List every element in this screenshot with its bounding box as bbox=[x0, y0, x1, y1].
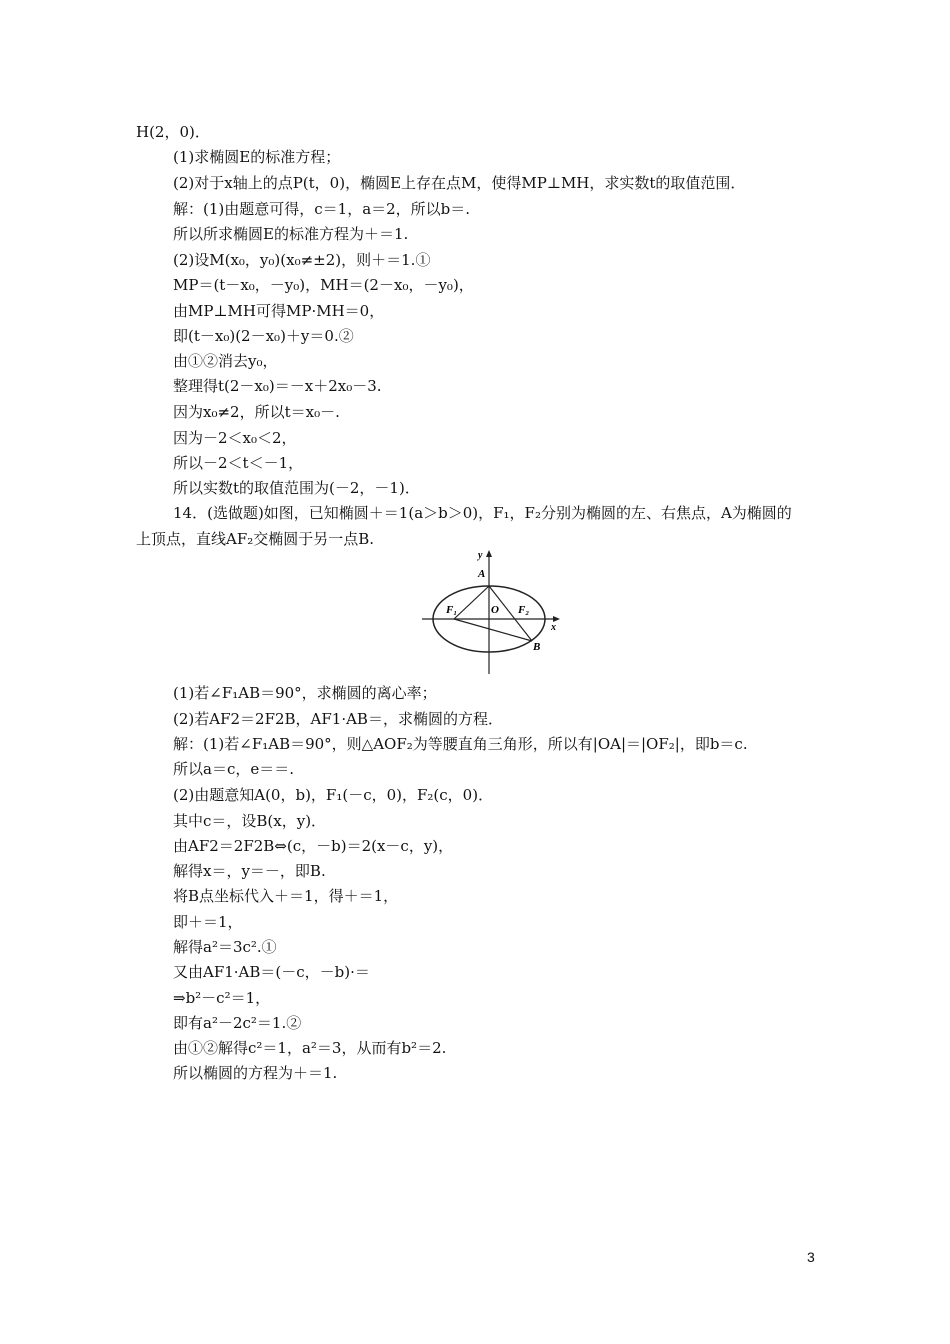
text-line: ⇒b²－c²＝1， bbox=[173, 989, 271, 1007]
ellipse-figure bbox=[420, 546, 570, 676]
text-line: 即(t－x₀)(2－x₀)＋y＝0.② bbox=[173, 327, 354, 345]
text-line: 由①②解得c²＝1，a²＝3，从而有b²＝2. bbox=[173, 1039, 447, 1057]
text-line: (2)设M(x₀，y₀)(x₀≠±2)，则＋＝1.① bbox=[173, 251, 431, 269]
text-line: 解得a²＝3c².① bbox=[173, 938, 277, 956]
text-line: 又由AF1·AB＝(－c，－b)·＝ bbox=[173, 963, 370, 981]
text-line: 因为x₀≠2，所以t＝x₀－. bbox=[173, 403, 340, 421]
text-line: (2)对于x轴上的点P(t，0)，椭圆E上存在点M，使得MP⊥MH，求实数t的取值范围． bbox=[173, 174, 746, 192]
label-a: A bbox=[478, 568, 486, 580]
text-line: 上顶点，直线AF₂交椭圆于另一点B. bbox=[136, 530, 375, 548]
text-line: (1)求椭圆E的标准方程； bbox=[173, 148, 341, 166]
text-line: 即有a²－2c²＝1.② bbox=[173, 1014, 302, 1032]
text-line: (1)若∠F₁AB＝90°，求椭圆的离心率； bbox=[173, 684, 437, 702]
text-line: 所以实数t的取值范围为(－2，－1)． bbox=[173, 479, 420, 497]
text-line: (2)由题意知A(0，b)，F₁(－c，0)，F₂(c，0)． bbox=[173, 786, 494, 804]
text-line: 所以a＝c，e＝＝. bbox=[173, 760, 294, 778]
question-14: 14．(选做题)如图，已知椭圆＋＝1(a＞b＞0)，F₁，F₂分别为椭圆的左、右焦点，A为椭圆的 bbox=[173, 504, 792, 522]
text-line: 所以椭圆的方程为＋＝1. bbox=[173, 1064, 338, 1082]
label-o: O bbox=[491, 604, 499, 616]
text-line: 解：(1)由题意可得，c＝1，a＝2，所以b＝. bbox=[173, 200, 471, 218]
text-line: 因为－2＜x₀＜2， bbox=[173, 429, 297, 447]
label-y: y bbox=[478, 550, 483, 561]
y-axis-arrow bbox=[486, 550, 492, 557]
text-line: 由①②消去y₀， bbox=[173, 352, 278, 370]
text-line: 所以所求椭圆E的标准方程为＋＝1. bbox=[173, 225, 409, 243]
text-line: 将B点坐标代入＋＝1，得＋＝1， bbox=[173, 887, 399, 905]
segment-f1-b bbox=[454, 619, 532, 641]
text-line: 整理得t(2－x₀)＝－x＋2x₀－3. bbox=[173, 377, 382, 395]
text-line: 由MP⊥MH可得MP·MH＝0， bbox=[173, 302, 385, 320]
label-f2: F₂ bbox=[518, 604, 530, 616]
text-line: 解：(1)若∠F₁AB＝90°，则△AOF₂为等腰直角三角形，所以有|OA|＝|OF₂|，即b＝c. bbox=[173, 735, 748, 753]
label-f1: F₁ bbox=[446, 604, 458, 616]
text-line: 即＋＝1， bbox=[173, 913, 243, 931]
text-line: MP＝(t－x₀，－y₀)，MH＝(2－x₀，－y₀)， bbox=[173, 276, 474, 294]
text-line: 由AF2＝2F2B⇔(c，－b)＝2(x－c，y)， bbox=[173, 837, 454, 855]
page-number: 3 bbox=[807, 1249, 815, 1265]
text-line: 解得x＝，y＝－，即B. bbox=[173, 862, 326, 880]
text-line: 其中c＝，设B(x，y)． bbox=[173, 812, 327, 830]
text-line: (2)若AF2＝2F2B，AF1·AB＝，求椭圆的方程． bbox=[173, 710, 503, 728]
text-line: H(2，0)． bbox=[136, 123, 210, 141]
text-line: 所以－2＜t＜－1， bbox=[173, 454, 304, 472]
label-b: B bbox=[533, 641, 541, 653]
label-x: x bbox=[551, 622, 556, 633]
